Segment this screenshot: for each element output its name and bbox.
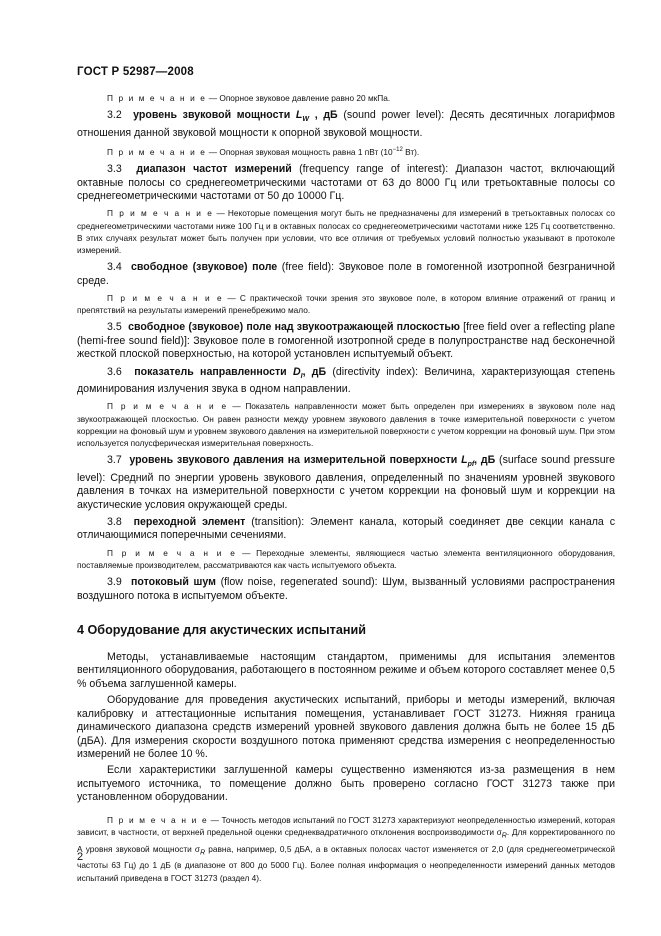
note-label: П р и м е ч а н и е bbox=[107, 93, 207, 103]
term-symbol: D bbox=[292, 365, 301, 378]
term-3-2 bbox=[77, 109, 615, 140]
document-body bbox=[77, 92, 615, 889]
term-definition: (flow noise, regenerated sound): Шум, вызванный условиями распространения воздушного потока в испытуемом объекте. bbox=[77, 576, 615, 602]
note-label: П р и м е ч а н и е bbox=[107, 146, 207, 157]
note-label: П р и м е ч а н и е bbox=[107, 208, 214, 219]
term-3-4 bbox=[77, 261, 615, 288]
term-symbol: L bbox=[461, 454, 468, 467]
term-number: 3.9 bbox=[107, 576, 122, 589]
term-number: 3.5 bbox=[107, 321, 122, 334]
term-number: 3.3 bbox=[107, 163, 122, 176]
term-name: свободное (звуковое) поле над звукоотражающей плоскостью bbox=[128, 321, 460, 334]
term-name: переходной элемент bbox=[133, 516, 246, 529]
note-text: — Переходные элементы, являющиеся частью элемента вентиляционного оборудования, поставляемые производителем, рассматриваются как часть испытуемого объекта. bbox=[77, 547, 615, 571]
note: П р и м е ч а н и е — Опорная звуковая мощность равна 1 пВт ($10^{-12}$ Вт). bbox=[107, 146, 420, 157]
term-number: 3.4 bbox=[107, 261, 122, 274]
term-3-7 bbox=[77, 454, 615, 512]
term-definition: (sound power level): Десять десятичных логарифмов отношения данной звуковой мощности к опорной звуковой мощности. bbox=[77, 109, 615, 139]
term-definition: (transition): Элемент канала, который соединяет две секции канала с отличающимися поперечными сечениями. bbox=[77, 516, 615, 542]
page-number: 2 bbox=[77, 851, 84, 863]
term-definition: [free field over a reflecting plane (hemi-free sound field)]: Звуковое поле в гомогенной изотропной среде в полупространстве над бесконечной жесткой плоской поверхностью, на которой установлен испытуемый объект. bbox=[77, 321, 616, 361]
term-3-5 bbox=[77, 321, 615, 361]
term-name: уровень звукового давления на измерительной поверхности $L_{pf}$, дБ bbox=[129, 454, 496, 469]
note-label: П р и м е ч а н и е bbox=[107, 401, 228, 412]
document-header: ГОСТ Р 52987—2008 bbox=[77, 66, 194, 78]
note-text: — Опорная звуковая мощность равна 1 пВт (10 bbox=[206, 146, 393, 157]
term-number: 3.8 bbox=[107, 516, 122, 529]
term-3-6 bbox=[77, 366, 615, 397]
note-text: — Опорное звуковое давление равно 20 мкПа. bbox=[206, 93, 391, 103]
note: П р и м е ч а н и е — Точность методов испытаний по ГОСТ 31273 характеризуют неопределенностью измерений, которая зависит, в частности, от верхней предельной оценки среднеквадратичного отклонения воспроизводимости $\sigma_R$. Для корректированного по А уровня звуковой мощности $\sigma_R$ равна, например, 0,5 дБА, а в октавных полосах частот изменяется от 2,0 (для среднегеометрической частоты 63 Гц) до 1 дБ (в диапазоне от 800 до 5000 Гц). Более полная информация о неопределенности измерений данных методов испытаний приведена в ГОСТ 31273 (раздел 4). bbox=[77, 814, 616, 883]
term-3-9 bbox=[77, 576, 615, 603]
term-3-3 bbox=[77, 163, 615, 203]
term-3-8 bbox=[77, 516, 615, 543]
paragraph: Оборудование для проведения акустических испытаний, приборы и методы измерений, включая калибровку и аттестационные испытания помещения, устанавливает ГОСТ 31273. Нижняя граница динамического диапазона средств измерений уровней звукового давления должна быть не более 15 дБ (дБА). Для измерения скорости воздушного потока применяют средства измерения с неопределенностью измерений не более 10 %. bbox=[77, 694, 615, 760]
term-definition: (free field): Звуковое поле в гомогенной изотропной безграничной среде. bbox=[77, 261, 615, 287]
paragraph: Если характеристики заглушенной камеры существенно изменяются из-за размещения в нем испытуемого источника, то помещение должно быть проверено согласно ГОСТ 31273 также при установленном оборудовании. bbox=[77, 764, 615, 804]
section-4-heading: 4 Оборудование для акустических испытаний bbox=[77, 623, 366, 638]
term-number: 3.6 bbox=[107, 365, 122, 378]
note-text: — Некоторые помещения могут быть не предназначены для измерений в третьоктавных полосах со среднегеометрическими частотами ниже 100 Гц и в октавных полосах со среднегеометрическими частотами ниже 125 Гц соответственно. В этих случаях результат может быть получен при условии, что все отличия от требуемых условий полностью указывают в протоколе измерений. bbox=[77, 208, 615, 255]
note bbox=[77, 292, 615, 316]
note-label: П р и м е ч а н и е bbox=[107, 547, 237, 558]
term-number: 3.2 bbox=[107, 109, 122, 122]
term-definition: (surface sound pressure level): Средний по энергии уровень звукового давления, определенный по значениям уровней звукового давления в точках на измерительной поверхности с учетом коррекции на фоновый шум и коррекции на акустические условия окружающей среды. bbox=[77, 454, 616, 511]
note bbox=[77, 92, 615, 104]
term-definition: (directivity index): Величина, характеризующая степень доминирования излучения звука в одном направлении. bbox=[77, 365, 615, 396]
term-definition: (frequency range of interest): Диапазон частот, включающий октавные полосы со среднегеометрическими частотами от 63 до 8000 Гц или третьоктавные полосы со среднегеометрическими частотами от 50 до 10000 Гц. bbox=[77, 163, 615, 202]
note bbox=[77, 400, 615, 449]
term-name: диапазон частот измерений bbox=[136, 163, 292, 176]
term-name: свободное (звуковое) поле bbox=[130, 261, 278, 274]
note-text: — Точность методов испытаний по ГОСТ 31273 характеризуют неопределенностью измерений, которая зависит, в частности, от верхней предельной оценки среднеквадратичного отклонения воспроизводимости σ bbox=[77, 814, 615, 837]
note-label: П р и м е ч а н и е bbox=[107, 292, 224, 303]
note-text: — Показатель направленности может быть определен при измерениях в звуковом поле над звукоотражающей плоскостью. Он равен разности между уровнем звукового давления в точке измерительной поверхности с учетом коррекции на фоновый шум и уровнем звукового давления на измерительной поверхности с учетом коррекции на фоновый шум. При этом используется полусферическая измерительная поверхность. bbox=[77, 401, 615, 449]
note bbox=[77, 547, 615, 571]
note-label: П р и м е ч а н и е bbox=[107, 814, 209, 825]
note-text: — С практической точки зрения это звуковое поле, в котором влияние отражений от границ и препятствий на результаты измерений пренебрежимо мало. bbox=[77, 292, 615, 316]
term-name: потоковый шум bbox=[131, 576, 216, 589]
paragraph: Методы, устанавливаемые настоящим стандартом, применимы для испытания элементов вентиляционного оборудования, работающего в постоянном режиме и объем которого составляет менее 0,5 % объема заглушенной камеры. bbox=[77, 651, 615, 690]
term-name: уровень звуковой мощности $L_W$ , дБ bbox=[133, 109, 338, 124]
term-name: показатель направленности $D_I$, дБ bbox=[134, 365, 327, 380]
note bbox=[77, 207, 615, 256]
term-symbol: L bbox=[295, 109, 303, 122]
term-number: 3.7 bbox=[107, 454, 122, 467]
